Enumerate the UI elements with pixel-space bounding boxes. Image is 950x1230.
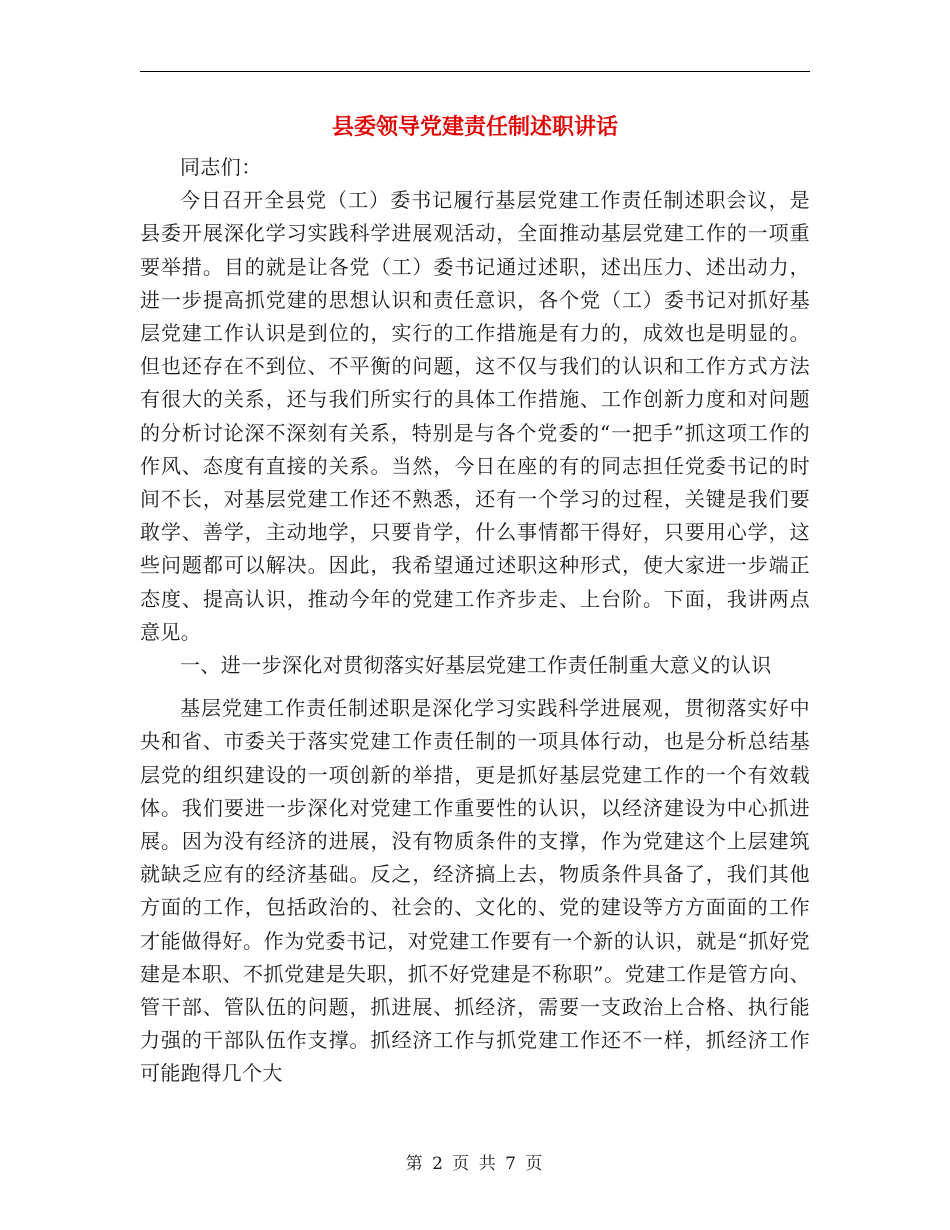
paragraph: 今日召开全县党（工）委书记履行基层党建工作责任制述职会议，是县委开展深化学习实践科学进展观活动，全面推动基层党建工作的一项重要举措。目的就是让各党（工）委书记通过述职，述出压力、述出动力，进一步提高抓党建的思想认识和责任意识，各个党（工）委书记对抓好基层党建工作认识是到位的，实行的工作措施是有力的，成效也是明显的。但也还存在不到位、不平衡的问题，这不仅与我们的认识和工作方式方法有很大的关系，还与我们所实行的具体工作措施、工作创新力度和对问题的分析讨论深不深刻有关系，特别是与各个党委的“一把手”抓这项工作的作风、态度有直接的关系。当然，今日在座的有的同志担任党委书记的时间不长，对基层党建工作还不熟悉，还有一个学习的过程，关键是我们要敢学、善学，主动地学，只要肯学，什么事情都干得好，只要用心学，这些问题都可以解决。因此，我希望通过述职这种形式，使大家进一步端正态度、提高认识，推动今年的党建工作齐步走、上台阶。下面，我讲两点意见。 — [140, 188, 810, 644]
header-rule — [140, 71, 810, 72]
greeting: 同志们： — [180, 155, 262, 179]
document-body — [140, 151, 810, 1091]
section-heading: 一、进一步深化对贯彻落实好基层党建工作责任制重大意义的认识 — [180, 653, 772, 678]
document-title: 县委领导党建责任制述职讲话 — [331, 114, 618, 140]
page-number: 第 2 页 共 7 页 — [405, 1154, 545, 1174]
paragraph: 基层党建工作责任制述职是深化学习实践科学进展观，贯彻落实好中央和省、市委关于落实党建工作责任制的一项具体行动，也是分析总结基层党的组织建设的一项创新的举措，更是抓好基层党建工作的一个有效载体。我们要进一步深化对党建工作重要性的认识，以经济建设为中心抓进展。因为没有经济的进展，没有物质条件的支撑，作为党建这个上层建筑就缺乏应有的经济基础。反之，经济搞上去，物质条件具备了，我们其他方面的工作，包括政治的、社会的、文化的、党的建设等方方面面的工作才能做得好。作为党委书记，对党建工作要有一个新的认识，就是“抓好党建是本职、不抓党建是失职，抓不好党建是不称职”。党建工作是管方向、管干部、管队伍的问题，抓进展、抓经济，需要一支政治上合格、执行能力强的干部队伍作支撑。抓经济工作与抓党建工作还不一样，抓经济工作可能跑得几个大 — [140, 696, 810, 1086]
